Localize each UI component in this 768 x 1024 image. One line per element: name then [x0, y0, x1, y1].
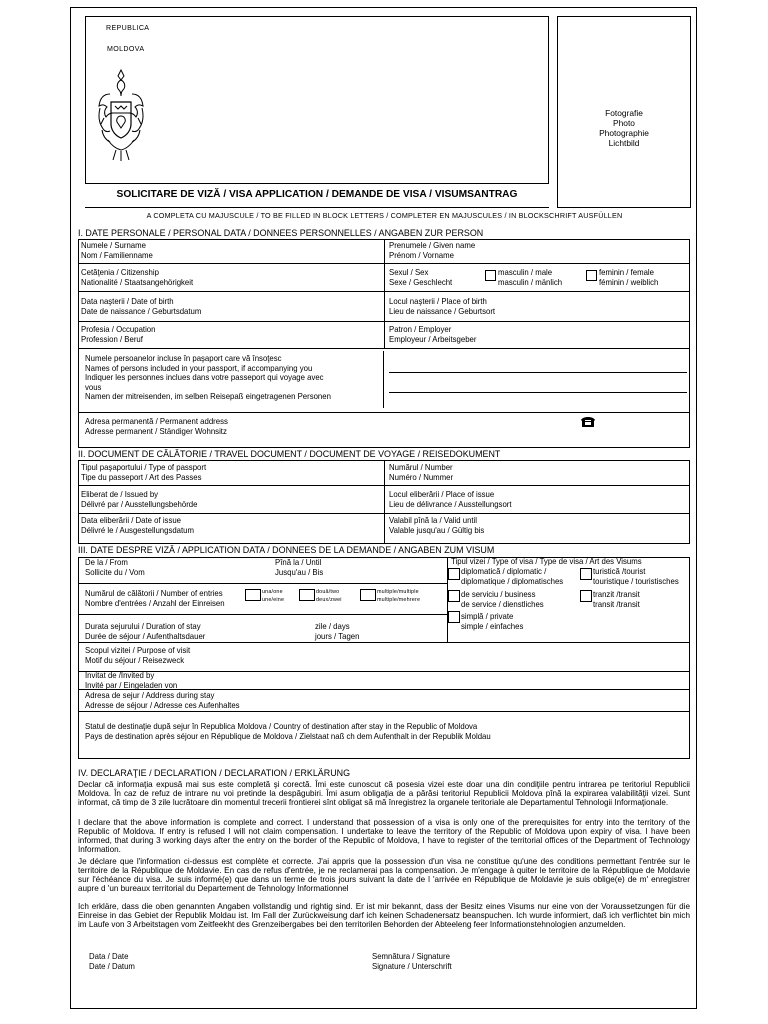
label-line: masculin / mänlich	[498, 276, 563, 287]
label-line: transit /transit	[593, 598, 640, 609]
duration-label	[85, 622, 205, 641]
signature-label	[372, 952, 452, 971]
label-line: multiple/mehrere	[377, 596, 421, 603]
passport-type-label	[81, 463, 206, 482]
transit-checkbox[interactable]	[580, 590, 592, 602]
label-line: Sexul / Sex	[389, 267, 429, 277]
label-line: Valabil pînă la / Valid until	[389, 515, 478, 525]
label-line: Nombre d'entrées / Anzahl der Einreisen	[85, 597, 225, 608]
label-line: Durée de séjour / Aufenthaltsdauer	[85, 630, 206, 641]
label-line: două/two	[316, 589, 340, 595]
label-line: Profesia / Occupation	[81, 324, 156, 334]
row-divider	[78, 711, 690, 712]
label-line: vous	[85, 381, 102, 392]
col-divider	[384, 239, 385, 348]
label-line: touristique / touristisches	[593, 575, 679, 586]
label-line: Adresse permanent / Ständiger Wohnsitz	[85, 425, 227, 436]
simple-visa-label	[461, 612, 523, 631]
label-line: feminin / female	[599, 267, 654, 277]
label-line: simplă / private	[461, 611, 514, 621]
citizenship-label	[81, 268, 193, 287]
valid-until-label	[389, 516, 484, 535]
from-date-label	[85, 558, 145, 577]
female-label	[599, 268, 658, 287]
col-divider	[384, 460, 385, 544]
label-line: Data / Date	[89, 951, 129, 961]
label-line: Sexe / Geschlecht	[389, 276, 453, 287]
date-of-issue-label	[81, 516, 194, 535]
label-line: Pays de destination après séjour en République de Moldova / Zielstaat naß ch dem Aufenthalt in der Republik Moldau	[85, 730, 491, 741]
until-date-label	[275, 558, 323, 577]
label-line: De la / From	[85, 557, 128, 567]
entries-label	[85, 589, 225, 608]
occupation-label	[81, 325, 155, 344]
coat-of-arms-icon	[96, 68, 146, 164]
male-label	[498, 268, 562, 287]
label-line: multiple/multiple	[377, 589, 419, 595]
issued-by-label	[81, 490, 197, 509]
label-line: Adresa permanentă / Permanent address	[85, 416, 228, 426]
label-line: Profession / Beruf	[81, 333, 143, 344]
row-divider	[78, 614, 447, 615]
label-line: une/eine	[262, 596, 285, 603]
fill-instructions: A COMPLETA CU MAJUSCULE / TO BE FILLED IN BLOCK LETTERS / COMPLETER EN MAJUSCULES / IN BLOCKSCHRIFT AUSFÜLLEN	[146, 211, 623, 220]
place-of-issue-label	[389, 490, 512, 509]
place-of-birth-label	[389, 297, 495, 316]
label-line: Valable jusqu'au / Gültig bis	[389, 524, 485, 535]
label-line: Nom / Familienname	[81, 249, 153, 260]
bracket-divider	[383, 351, 384, 408]
label-line: de serviciu / business	[461, 589, 536, 599]
label-line: Numéro / Nummer	[389, 471, 454, 482]
label-line: Patron / Employer	[389, 324, 452, 334]
accompanying-persons-label	[85, 354, 331, 402]
label-line: Namen der mitreisenden, im selben Reisepaß eingetragenen Personen	[85, 391, 331, 402]
one-entry-checkbox[interactable]	[245, 589, 261, 601]
declaration-french: Je déclare que l'information ci-dessus est complète et correcte. J'ai appris que la possession d'un visa ne constitue qu'une des conditions permettant l'entrée sur le territoire de la République de Moldavie. En cas de refus d'entrée, je ne reclamerai pas la compensation. Je m'engage à quiter le territoire de la République de Moldavie sur l'échéance du visa. Je suis informé(e) que dans un terme de trois jours suivant la date de l 'arrivée en République de Moldavie je suis oblige(e) de m' enregistrer aupre d 'un bureaux territorial du Departement de Tehnology Informationnel	[78, 857, 690, 894]
persons-line-2[interactable]	[389, 392, 687, 393]
label-line: Tipul paşaportului / Type of passport	[81, 462, 207, 472]
given-name-label	[389, 241, 475, 260]
visa-type-label: Tipul vizei / Type of visa / Type de visa / Art des Visums	[451, 556, 642, 566]
declaration-german: Ich erkläre, dass die oben genannten Angaben vollstandig und rightig sind. Er ist mir bekannt, dass der Besitz eines Visums nur eine von der Voraussetzungen für die Einreise in das Gebiet der Republik Moldau ist. Im Fall der Zurückweisung darf ich keinen Schadenersatz beanspuchen. Ich wurde informiert, daß ich verflichtet bin mich im Laufe von 3 Arbeitstagen vom Zeitfeekht des Grenzeibergabes bei den territorilen Behorden der Abteeleng feer Informationstehnologien anzumelden.	[78, 902, 690, 930]
destination-country-label	[85, 722, 491, 741]
surname-label	[81, 241, 153, 260]
invited-by-label	[85, 671, 177, 690]
label-line: de service / dienstliches	[461, 598, 544, 609]
service-checkbox[interactable]	[448, 590, 460, 602]
one-entry-label	[262, 589, 284, 604]
label-line: deux/zwei	[316, 596, 342, 603]
row-divider	[78, 412, 690, 413]
multiple-entries-checkbox[interactable]	[360, 589, 376, 601]
two-entries-label	[316, 589, 342, 604]
row-divider	[78, 642, 690, 643]
label-line: Durata sejurului / Duration of stay	[85, 621, 201, 631]
transit-label	[593, 590, 640, 609]
label-line: féminin / weiblich	[599, 276, 659, 287]
photo-label-line: Photographie	[599, 128, 649, 138]
label-line: Jusqu'au / Bis	[275, 566, 324, 577]
label-line: Indiquer les personnes inclues dans votre passeport qui voyage avec	[85, 372, 324, 383]
label-line: Locul eliberării / Place of issue	[389, 489, 495, 499]
label-line: zile / days	[315, 621, 350, 631]
label-line: Nationalité / Staatsangehörigkeit	[81, 276, 194, 287]
form-title: SOLICITARE DE VIZĂ / VISA APPLICATION / DEMANDE DE VISA / VISUMSANTRAG	[116, 189, 518, 200]
label-line: Statul de destinaţie după sejur în Republica Moldova / Country of destination after stay in the Republic of Moldova	[85, 721, 478, 731]
section-1-title: I. DATE PERSONALE / PERSONAL DATA / DONNEES PERSONNELLES / ANGABEN ZUR PERSON	[78, 228, 484, 239]
section-3-title: III. DATE DESPRE VIZĂ / APPLICATION DATA / DONNEES DE LA DEMANDE / ANGABEN ZUM VISUM	[78, 545, 495, 556]
label-line: turistică /tourist	[593, 566, 646, 576]
label-line: diplomatique / diplomatisches	[461, 575, 564, 586]
diplomatic-label	[461, 567, 563, 586]
photo-label-line: Photo	[613, 118, 635, 128]
stay-address-label	[85, 691, 240, 710]
label-line: tranzit /transit	[593, 589, 640, 599]
label-line: Sollicite du / Vom	[85, 566, 145, 577]
label-line: Numele / Surname	[81, 240, 146, 250]
tourist-label	[593, 567, 679, 586]
label-line: Motif du séjour / Reisezweck	[85, 654, 185, 665]
label-line: Prénom / Vorname	[389, 249, 454, 260]
title-underline	[85, 207, 549, 208]
label-line: Semnătura / Signature	[372, 951, 450, 961]
label-line: Délivré le / Ausgestellungsdatum	[81, 524, 195, 535]
male-checkbox[interactable]	[485, 270, 496, 281]
date-label	[89, 952, 135, 971]
label-line: Data naşterii / Date of birth	[81, 296, 174, 306]
declaration-english: I declare that the above information is complete and correct. I understand that possession of a visa is only one of the prerequisites for entry into the territory of the Republic of Moldova. If entry is refused I will not claim compensation. I undertake to leave the territory of the Republic of Moldova upon expiry of visa. I have been informed, that during 3 working days after the entry on the border of the Republic of Moldova, I have to register of the territorial offices of the Department of Technology Information.	[78, 818, 690, 855]
label-line: diplomatică / diplomatic /	[461, 566, 547, 576]
label-line: Data eliberării / Date of issue	[81, 515, 182, 525]
employer-label	[389, 325, 476, 344]
photo-label-line: Lichtbild	[608, 138, 640, 148]
label-line: Adresse de séjour / Adresse ces Aufenhaltes	[85, 699, 240, 710]
label-line: Lieu de naissance / Geburtsort	[389, 305, 496, 316]
label-line: Prenumele / Given name	[389, 240, 476, 250]
label-line: Employeur / Arbeitsgeber	[389, 333, 477, 344]
multiple-entries-label	[377, 589, 420, 604]
label-line: Locul naşterii / Place of birth	[389, 296, 487, 306]
section-4-title: IV. DECLARAŢIE / DECLARATION / DECLARATION / ERKLÄRUNG	[78, 768, 351, 779]
label-line: Invitat de /Invited by	[85, 670, 155, 680]
photo-label	[557, 108, 691, 148]
label-line: Numărul de călătorii / Number of entries	[85, 588, 223, 598]
label-line: Lieu de délivrance / Ausstellungsort	[389, 498, 512, 509]
label-line: Adresa de sejur / Address during stay	[85, 690, 215, 700]
label-line: Signature / Unterschrift	[372, 960, 452, 971]
label-line: Date / Datum	[89, 960, 135, 971]
label-line: Délivré par / Ausstellungsbehörde	[81, 498, 198, 509]
country-name-line1: REPUBLICA	[106, 23, 150, 32]
label-line: Cetăţenia / Citizenship	[81, 267, 159, 277]
label-line: una/one	[262, 589, 283, 595]
tourist-checkbox[interactable]	[580, 568, 592, 580]
photo-label-line: Fotografie	[605, 108, 643, 118]
label-line: Numărul / Number	[389, 462, 453, 472]
label-line: Invité par / Eingeladen von	[85, 679, 178, 690]
female-checkbox[interactable]	[586, 270, 597, 281]
declaration-romanian: Declar că informaţia expusă mai sus este completă şi corectă. Îmi este cunoscut că posesia vizei este doar una din condiţiile pentru intrarea pe teritoriul Republicii Moldova. În caz de refuz de intrare nu voi pretinde la despăgubiri. Îmi asum obligaţia de a părăsi teritoriul Republicii Moldova pînă la expirarea valabilităţii vizei. Sunt informat, că timp de 3 zile lucrătoare din momentul trecerii frontierei sînt obligat să mă înregistrez la organele teritoriale ale Departamentul Tehnologii Informaţionale.	[78, 780, 690, 808]
purpose-label	[85, 646, 190, 665]
days-label	[315, 622, 359, 641]
simple-visa-checkbox[interactable]	[448, 611, 460, 623]
label-line: jours / Tagen	[315, 630, 360, 641]
section-2-title: II. DOCUMENT DE CĂLĂTORIE / TRAVEL DOCUMENT / DOCUMENT DE VOYAGE / REISEDOKUMENT	[78, 449, 501, 460]
diplomatic-checkbox[interactable]	[448, 568, 460, 580]
date-of-birth-label	[81, 297, 201, 316]
header-emblem-box	[85, 16, 549, 184]
label-line: Scopul vizitei / Purpose of visit	[85, 645, 191, 655]
label-line: Numele persoanelor incluse în paşaport care vă însoţesc	[85, 353, 282, 363]
row-divider	[78, 583, 447, 584]
phone-icon	[581, 416, 595, 427]
label-line: Pînă la / Until	[275, 557, 322, 567]
label-line: Names of persons included in your passport, if accompanying you	[85, 362, 313, 373]
label-line: simple / einfaches	[461, 620, 524, 631]
country-name-line2: MOLDOVA	[107, 44, 145, 53]
label-line: masculin / male	[498, 267, 553, 277]
row-divider	[78, 348, 690, 349]
sex-label	[389, 268, 452, 287]
persons-line-1[interactable]	[389, 372, 687, 373]
label-line: Date de naissance / Geburtsdatum	[81, 305, 202, 316]
permanent-address-label	[85, 417, 228, 436]
visa-application-form	[70, 7, 697, 1009]
label-line: Eliberat de / Issued by	[81, 489, 159, 499]
passport-number-label	[389, 463, 453, 482]
two-entries-checkbox[interactable]	[299, 589, 315, 601]
service-label	[461, 590, 544, 609]
label-line: Tipe du passeport / Art des Passes	[81, 471, 202, 482]
